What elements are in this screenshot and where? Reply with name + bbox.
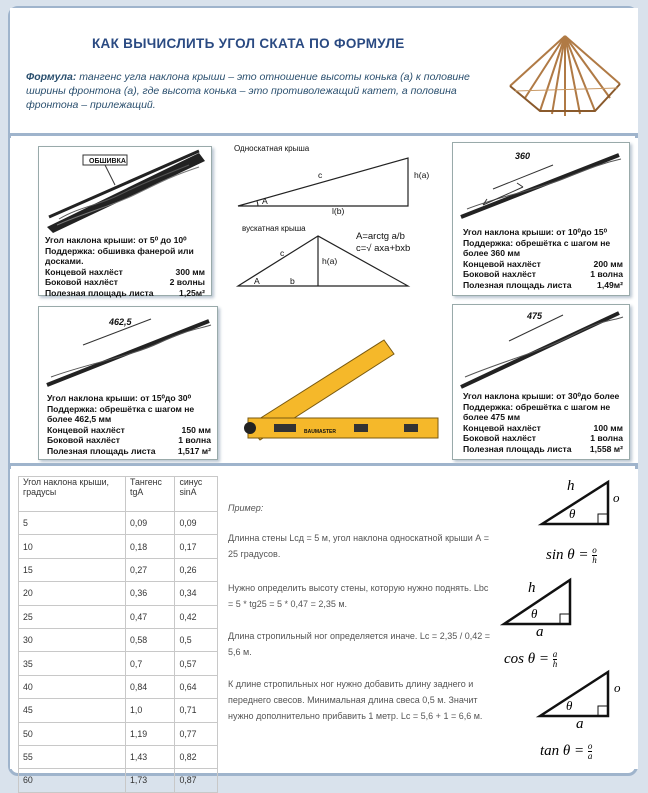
sin-formula: sin θ = $\frac{o}{h}$ [546, 545, 597, 565]
spec-row: Концевой нахлёст 150 мм [47, 424, 211, 435]
angle-level-tool [234, 316, 442, 454]
tan-cell: 0,84 [126, 675, 175, 698]
t1-theta: θ [569, 506, 576, 521]
sin-cell: 0,77 [175, 722, 218, 745]
spec-row: Полезная площадь листа 1,49м² [463, 279, 623, 290]
base-label-2: b [290, 276, 295, 286]
example-p3: Длина стропильный ног определяется иначе. Lc = 2,35 / 0,42 = 5,6 м. [228, 631, 490, 657]
table-header-row [19, 477, 218, 512]
formula-a: A=arctg a/b [356, 231, 405, 242]
table-row [19, 769, 218, 792]
angle-cell: 25 [19, 605, 126, 628]
t3-a: a [576, 716, 584, 732]
sin-cell: 0,57 [175, 652, 218, 675]
table-row [19, 605, 218, 628]
angle-table [18, 476, 218, 793]
sin-cell: 0,17 [175, 535, 218, 558]
tan-cell: 0,09 [126, 512, 175, 535]
formula-c: c=√ axa+bxb [356, 243, 411, 254]
base-label: l(b) [332, 206, 345, 216]
table-row [19, 512, 218, 535]
table-row [19, 535, 218, 558]
table-row [19, 628, 218, 651]
table-row [19, 652, 218, 675]
tan-cell: 0,7 [126, 652, 175, 675]
tan-formula: tan θ = $\frac{o}{a}$ [540, 741, 593, 761]
spec-card-3 [38, 306, 218, 460]
card-dim-label: 475 [527, 311, 543, 321]
support-text: Поддержка: обрешётка с шагом не более 475 мм [463, 401, 611, 422]
angle-cell: 5 [19, 512, 126, 535]
tan-cell: 0,18 [126, 535, 175, 558]
tan-cell: 1,43 [126, 745, 175, 768]
card-dim-label: 462,5 [109, 317, 132, 327]
col-tan-header: Тангенс tgA [126, 477, 175, 512]
angle-cell: 45 [19, 699, 126, 722]
t1-h: h [567, 478, 575, 494]
tan-cell: 0,27 [126, 558, 175, 581]
t2-theta: θ [531, 606, 538, 621]
angle-label: A [262, 196, 268, 206]
card-dim-label: ОБШИВКА [89, 158, 126, 165]
spec-row: Концевой нахлёст 100 мм [463, 422, 623, 433]
angle-cell: 15 [19, 558, 126, 581]
angle-range: Угол наклона крыши: от 15⁰до 30⁰ [47, 393, 192, 403]
spec-row: Полезная площадь листа 1,558 м² [463, 443, 623, 454]
page-title: КАК ВЫЧИСЛИТЬ УГОЛ СКАТА ПО ФОРМУЛЕ [92, 36, 405, 51]
tan-cell: 1,0 [126, 699, 175, 722]
t3-o: o [614, 680, 621, 695]
spec-row: Боковой нахлёст 1 волна [47, 435, 211, 445]
formula-label: Формула: [26, 71, 77, 83]
trig-triangles [496, 474, 636, 774]
sin-cell: 0,64 [175, 675, 218, 698]
card-specs [45, 235, 205, 298]
roof-sheet-sketch [453, 143, 629, 223]
spec-row: Боковой нахлёст 1 волна [463, 433, 623, 443]
spec-row: Боковой нахлёст 2 волны [45, 277, 205, 287]
table-row [19, 582, 218, 605]
spec-card-4 [452, 304, 630, 460]
col-angle-header: Угол наклона крыши, градусы [19, 477, 126, 512]
angle-cell: 35 [19, 652, 126, 675]
sin-cell: 0,71 [175, 699, 218, 722]
tan-cell: 1,73 [126, 769, 175, 792]
roof-frame-illustration [500, 26, 630, 126]
height-label-2: h(a) [322, 256, 338, 266]
sin-cell: 0,34 [175, 582, 218, 605]
t1-o: o [613, 490, 620, 505]
angle-cell: 60 [19, 769, 126, 792]
angle-range: Угол наклона крыши: от 10⁰до 15⁰ [463, 227, 608, 237]
sin-cell: 0,82 [175, 745, 218, 768]
tool-brand: BAUMASTER [304, 429, 336, 435]
sin-cell: 0,26 [175, 558, 218, 581]
spec-row: Боковой нахлёст 1 волна [463, 269, 623, 279]
col-sin-header: синус sinA [175, 477, 218, 512]
middle-section [10, 138, 638, 466]
roof-angle-diagram [228, 144, 452, 294]
table-row [19, 745, 218, 768]
gable-roof-title: вускатная крыша [242, 224, 306, 233]
example-p2: Нужно определить высоту стены, которую нужно поднять. Lbc = 5 * tg25 = 5 * 0,47 = 2,35 м. [228, 583, 489, 609]
formula-body: тангенс угла наклона крыши – это отношение высоты конька (а) к половине ширины фронтона (а), где высота конька – это противолежащий катет, а половина фронтона – прилежащий. [26, 71, 470, 111]
card-specs [47, 393, 211, 456]
tan-cell: 0,36 [126, 582, 175, 605]
card-specs [463, 227, 623, 290]
table-row [19, 699, 218, 722]
spec-card-2 [452, 142, 630, 296]
hyp-label-2: c [280, 248, 285, 258]
example-p4: К длине стропильных ног нужно добавить длину заднего и переднего свесов. Минимальная длина свеса 0,5 м. Значит нужно дополнительно прибавить 1 метр. Lc = 5,6 + 1 = 6,6 м. [228, 679, 483, 721]
sin-cell: 0,09 [175, 512, 218, 535]
example-p1: Длинна стены Lcд = 5 м, угол наклона односкатной крыши А = 25 градусов. [228, 533, 490, 559]
triangles [228, 144, 452, 294]
angle-cell: 50 [19, 722, 126, 745]
t2-a: a [536, 624, 544, 640]
single-roof-title: Односкатная крыша [234, 144, 310, 153]
angle-cell: 30 [19, 628, 126, 651]
spec-row: Полезная площадь листа 1,25м² [45, 287, 205, 298]
hyp-label: c [318, 170, 323, 180]
t3-theta: θ [566, 698, 573, 713]
formula-text [26, 70, 486, 112]
height-label: h(a) [414, 170, 430, 180]
spec-row: Концевой нахлёст 200 мм [463, 258, 623, 269]
angle-range: Угол наклона крыши: от 5⁰ до 10⁰ [45, 235, 187, 245]
support-text: Поддержка: обрешётка с шагом не более 462,5 мм [47, 403, 195, 424]
header-section [10, 8, 638, 136]
table-row [19, 558, 218, 581]
spec-row: Концевой нахлёст 300 мм [45, 266, 205, 277]
card-dim-label: 360 [515, 151, 531, 161]
tan-cell: 0,47 [126, 605, 175, 628]
support-text: Поддержка: обрешётка с шагом не более 360 мм [463, 237, 611, 258]
angle-range: Угол наклона крыши: от 30⁰до более [463, 391, 620, 401]
sin-cell: 0,5 [175, 628, 218, 651]
table-row [19, 675, 218, 698]
support-text: Поддержка: обшивка фанерой или досками. [45, 245, 194, 266]
tan-cell: 0,58 [126, 628, 175, 651]
table-row [19, 722, 218, 745]
card-specs [463, 391, 623, 454]
angle-cell: 40 [19, 675, 126, 698]
angle-cell: 55 [19, 745, 126, 768]
spec-card-1 [38, 146, 212, 296]
example-title: Пример: [228, 503, 264, 513]
cos-formula: cos θ = $\frac{a}{h}$ [504, 649, 558, 669]
t2-h: h [528, 580, 536, 596]
tan-cell: 1,19 [126, 722, 175, 745]
angle-label-2: A [254, 276, 260, 286]
angle-cell: 20 [19, 582, 126, 605]
angle-cell: 10 [19, 535, 126, 558]
sin-cell: 0,42 [175, 605, 218, 628]
table-body [19, 512, 218, 793]
sin-cell: 0,87 [175, 769, 218, 792]
spec-row: Полезная площадь листа 1,517 м² [47, 445, 211, 456]
